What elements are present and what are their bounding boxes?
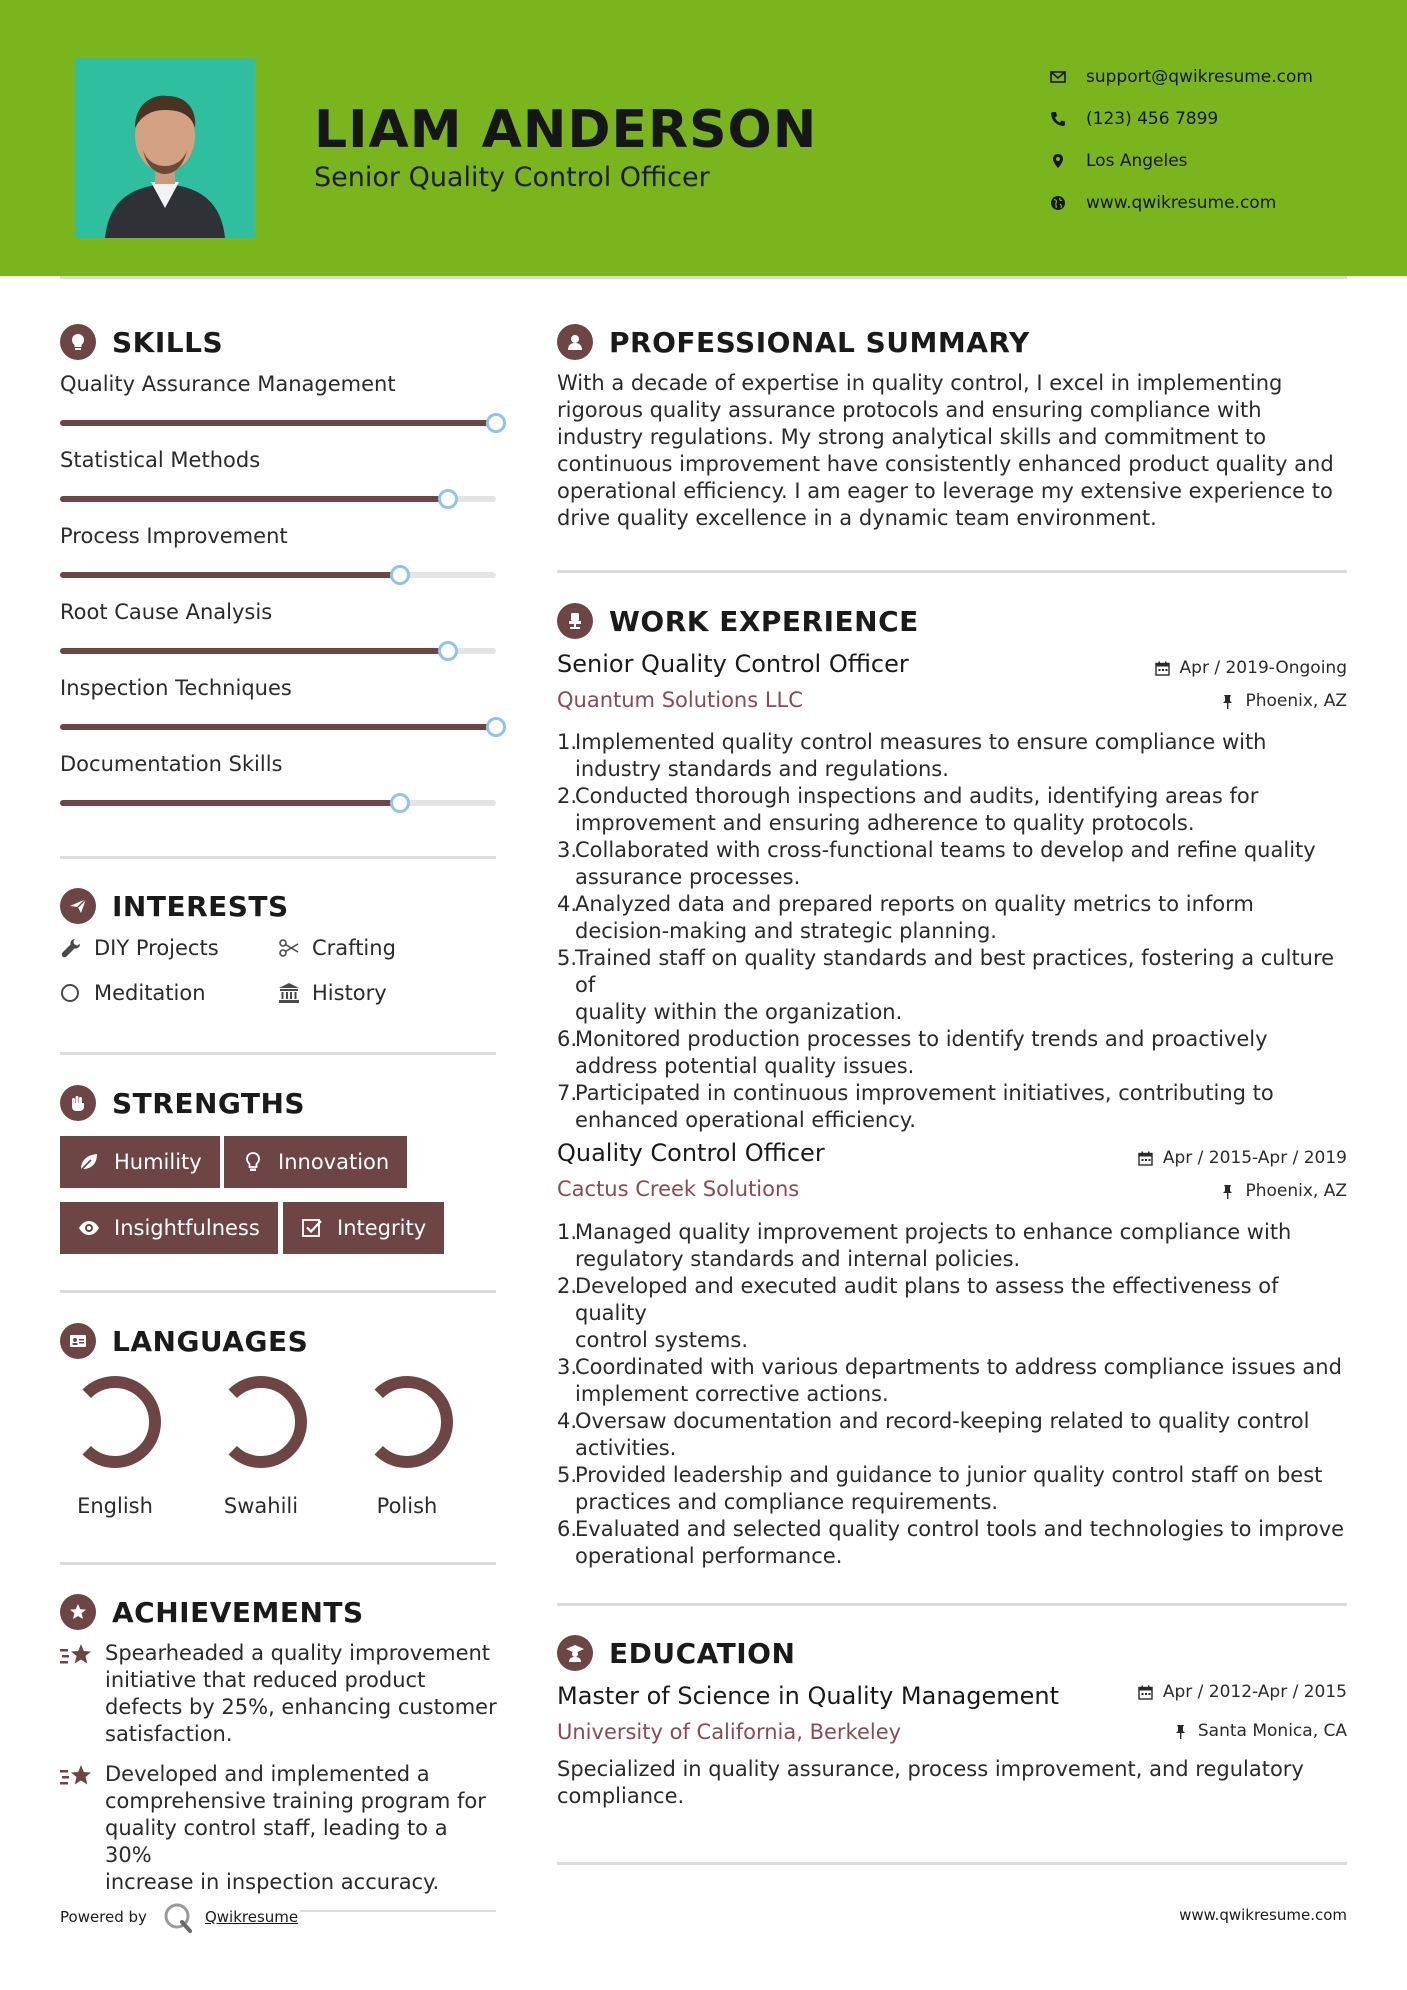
- list-text: Developed and executed audit plans to assess the effectiveness of quality: [575, 1274, 1279, 1325]
- skill-label: Documentation Skills: [60, 752, 283, 776]
- list-text: Provided leadership and guidance to junior quality control staff on best: [575, 1463, 1323, 1487]
- achievement-line: defects by 25%, enhancing customer: [105, 1695, 497, 1719]
- skill-bar-knob: [486, 717, 506, 737]
- list-text: assurance processes.: [575, 865, 801, 889]
- strength-chip: [60, 1136, 220, 1188]
- list-number: 6.: [557, 1027, 578, 1051]
- skill-bar-fill: [60, 496, 448, 502]
- globe-icon: [1050, 195, 1086, 211]
- list-item: [557, 1327, 1347, 1354]
- list-number: [557, 756, 575, 783]
- experience-title: WORK EXPERIENCE: [609, 604, 919, 638]
- list-number: 3.: [557, 838, 578, 862]
- list-item: [557, 1273, 1347, 1327]
- strength-label: Innovation: [278, 1150, 390, 1174]
- skill-bar: [60, 724, 496, 730]
- skill-item: [60, 600, 500, 624]
- pushpin-icon: [1220, 1184, 1235, 1199]
- list-text: quality within the organization.: [575, 1000, 903, 1024]
- skill-bar-knob: [438, 641, 458, 661]
- job-dates-text: Apr / 2019-Ongoing: [1179, 658, 1347, 678]
- list-number: 5.: [557, 946, 578, 970]
- list-number: [557, 918, 575, 945]
- education-title: EDUCATION: [609, 1636, 796, 1670]
- header-divider: [60, 276, 1347, 279]
- scissors-icon: [278, 937, 312, 959]
- job-title: Senior Quality Control Officer: [557, 650, 909, 678]
- achievement-text: [105, 1640, 497, 1748]
- achievement-line: satisfaction.: [105, 1722, 233, 1746]
- list-number: [557, 864, 575, 891]
- list-item: [557, 1435, 1347, 1462]
- language-level-arc: [233, 1382, 301, 1462]
- language-label: Swahili: [223, 1494, 299, 1518]
- profile-photo: [75, 58, 255, 238]
- strength-chip: [60, 1202, 278, 1254]
- skill-item: [60, 752, 500, 776]
- degree-title: Master of Science in Quality Management: [557, 1682, 1060, 1710]
- list-text: Managed quality improvement projects to enhance compliance with: [575, 1220, 1292, 1244]
- list-text: control systems.: [575, 1328, 749, 1352]
- skill-bar-fill: [60, 420, 496, 426]
- list-item: [557, 945, 1347, 999]
- list-text: Participated in continuous improvement initiatives, contributing to: [575, 1081, 1274, 1105]
- job-company: Cactus Creek Solutions: [557, 1177, 800, 1201]
- skills-heading: [60, 324, 223, 360]
- list-item: [557, 891, 1347, 918]
- contact-email[interactable]: [1050, 56, 1313, 98]
- skill-bar-knob: [486, 413, 506, 433]
- list-item: [557, 1219, 1347, 1246]
- skill-bar: [60, 496, 496, 502]
- lightbulb-icon: [60, 324, 96, 360]
- envelope-icon: [1050, 69, 1086, 85]
- list-text: activities.: [575, 1436, 677, 1460]
- skill-bar-knob: [390, 565, 410, 585]
- list-item: [557, 1107, 1347, 1134]
- interest-label: History: [312, 981, 387, 1005]
- map-pin-icon: [1050, 153, 1086, 169]
- summary-heading: [557, 324, 1030, 360]
- contact-phone-text: (123) 456 7899: [1086, 109, 1219, 129]
- lightbulb-icon: [242, 1151, 264, 1173]
- list-number: [557, 1435, 575, 1462]
- list-text: Evaluated and selected quality control tools and technologies to improve: [575, 1517, 1345, 1541]
- job-dates: [1155, 658, 1347, 678]
- interests-title: INTERESTS: [112, 889, 289, 923]
- wrench-icon: [60, 937, 94, 959]
- list-number: [557, 1246, 575, 1273]
- fist-icon: [60, 1085, 96, 1121]
- achievement-line: comprehensive training program for: [105, 1789, 486, 1813]
- strengths-heading: [60, 1085, 305, 1121]
- interest-item: [278, 981, 387, 1005]
- user-icon: [557, 324, 593, 360]
- skill-bar-fill: [60, 724, 496, 730]
- language-level-ring: [357, 1372, 457, 1472]
- list-number: 1.: [557, 730, 578, 754]
- list-text: implement corrective actions.: [575, 1382, 889, 1406]
- list-text: Oversaw documentation and record-keeping related to quality control: [575, 1409, 1310, 1433]
- interest-label: Crafting: [312, 936, 396, 960]
- strength-label: Insightfulness: [114, 1216, 260, 1240]
- list-item: [557, 1354, 1347, 1381]
- list-item: [557, 783, 1347, 810]
- phone-icon: [1050, 111, 1086, 127]
- job-responsibilities: [557, 729, 1347, 1134]
- skill-label: Inspection Techniques: [60, 676, 292, 700]
- education-divider: [557, 1862, 1347, 1865]
- language-label: Polish: [376, 1494, 438, 1518]
- job-location-text: Phoenix, AZ: [1245, 1181, 1347, 1201]
- eye-icon: [78, 1217, 100, 1239]
- education-line: compliance.: [557, 1784, 685, 1808]
- list-text: Trained staff on quality standards and best practices, fostering a culture of: [575, 946, 1335, 997]
- list-number: [557, 1053, 575, 1080]
- list-text: enhanced operational efficiency.: [575, 1108, 916, 1132]
- list-item: [557, 1080, 1347, 1107]
- job-location-text: Phoenix, AZ: [1245, 691, 1347, 711]
- list-item: [557, 1462, 1347, 1489]
- list-number: 6.: [557, 1517, 578, 1541]
- language-item: [196, 1372, 326, 1518]
- skill-label: Statistical Methods: [60, 448, 261, 472]
- footer-website-link[interactable]: www.qwikresume.com: [1179, 1906, 1347, 1924]
- skill-bar-fill: [60, 800, 400, 806]
- achievement-line: increase in inspection accuracy.: [105, 1870, 440, 1894]
- languages-title: LANGUAGES: [112, 1324, 309, 1358]
- language-level-ring: [211, 1372, 311, 1472]
- job-responsibilities: [557, 1219, 1347, 1570]
- education-location-text: Santa Monica, CA: [1197, 1721, 1347, 1741]
- skill-label: Process Improvement: [60, 524, 288, 548]
- pushpin-icon: [1220, 694, 1235, 709]
- job-dates: [1138, 1148, 1347, 1168]
- achievement-line: quality control staff, leading to a 30%: [105, 1816, 448, 1867]
- interest-item: [60, 936, 219, 960]
- list-item: [557, 1026, 1347, 1053]
- list-number: [557, 1489, 575, 1516]
- experience-heading: [557, 603, 919, 639]
- list-number: [557, 1327, 575, 1354]
- list-number: 1.: [557, 1220, 578, 1244]
- achievement-item: [60, 1640, 500, 1748]
- list-item: [557, 1381, 1347, 1408]
- skill-bar-fill: [60, 572, 400, 578]
- summary-line: drive quality excellence in a dynamic team environment.: [557, 506, 1157, 530]
- list-number: 2.: [557, 1274, 578, 1298]
- summary-line: rigorous quality assurance protocols and ensuring compliance with: [557, 398, 1262, 422]
- strength-chip: [283, 1202, 444, 1254]
- list-number: [557, 999, 575, 1026]
- candidate-name: LIAM ANDERSON: [314, 100, 818, 160]
- strength-chip: [224, 1136, 407, 1188]
- list-text: improvement and ensuring adherence to quality protocols.: [575, 811, 1195, 835]
- list-item: [557, 756, 1347, 783]
- school-name: University of California, Berkeley: [557, 1720, 902, 1744]
- contact-location: [1050, 140, 1313, 182]
- list-number: [557, 1107, 575, 1134]
- star-badge-icon: [60, 1594, 96, 1630]
- skill-label: Root Cause Analysis: [60, 600, 273, 624]
- id-card-icon: [60, 1323, 96, 1359]
- footer-rule: [300, 1910, 496, 1912]
- language-level-arc: [379, 1382, 447, 1462]
- strengths-divider: [60, 1290, 496, 1293]
- skill-bar-fill: [60, 648, 448, 654]
- list-item: [557, 1053, 1347, 1080]
- strength-label: Humility: [114, 1150, 202, 1174]
- summary-text: [557, 370, 1347, 532]
- languages-divider: [60, 1562, 496, 1565]
- list-item: [557, 1516, 1347, 1543]
- list-number: [557, 810, 575, 837]
- list-text: operational performance.: [575, 1544, 843, 1568]
- list-item: [557, 999, 1347, 1026]
- achievement-line: initiative that reduced product: [105, 1668, 426, 1692]
- list-text: Analyzed data and prepared reports on quality metrics to inform: [575, 892, 1254, 916]
- contact-phone[interactable]: [1050, 98, 1313, 140]
- education-location: [1173, 1721, 1347, 1741]
- interest-item: [278, 936, 396, 960]
- list-text: Monitored production processes to identify trends and proactively: [575, 1027, 1268, 1051]
- powered-by: [60, 1900, 298, 1934]
- language-item: [50, 1372, 180, 1518]
- star-trail-icon: [60, 1761, 105, 1896]
- list-number: 2.: [557, 784, 578, 808]
- skill-item: [60, 372, 500, 396]
- list-item: [557, 810, 1347, 837]
- achievement-text: [105, 1761, 500, 1896]
- brand-link[interactable]: Qwikresume: [204, 1908, 299, 1926]
- list-item: [557, 864, 1347, 891]
- list-number: 5.: [557, 1463, 578, 1487]
- list-text: address potential quality issues.: [575, 1054, 915, 1078]
- list-number: 7.: [557, 1081, 578, 1105]
- calendar-icon: [1155, 661, 1170, 676]
- skill-bar: [60, 800, 496, 806]
- list-item: [557, 918, 1347, 945]
- skill-bar: [60, 420, 496, 426]
- languages-heading: [60, 1323, 308, 1359]
- qwikresume-logo-icon: [161, 1900, 195, 1934]
- list-item: [557, 1489, 1347, 1516]
- job-title: Quality Control Officer: [557, 1139, 825, 1167]
- calendar-icon: [1138, 1685, 1153, 1700]
- strength-label: Integrity: [337, 1216, 427, 1240]
- skills-title: SKILLS: [112, 325, 224, 359]
- list-number: 4.: [557, 1409, 578, 1433]
- interest-label: DIY Projects: [94, 936, 219, 960]
- experience-divider: [557, 1603, 1347, 1606]
- skill-item: [60, 524, 500, 548]
- summary-line: With a decade of expertise in quality control, I excel in implementing: [557, 371, 1283, 395]
- list-number: [557, 1381, 575, 1408]
- skill-item: [60, 676, 500, 700]
- bank-icon: [278, 982, 312, 1004]
- list-text: Coordinated with various departments to address compliance issues and: [575, 1355, 1342, 1379]
- achievement-item: [60, 1761, 500, 1896]
- contact-website-text: www.qwikresume.com: [1086, 193, 1277, 213]
- circle-icon: [60, 982, 94, 1004]
- list-text: practices and compliance requirements.: [575, 1490, 999, 1514]
- leaf-icon: [78, 1151, 100, 1173]
- list-text: Conducted thorough inspections and audits, identifying areas for: [575, 784, 1259, 808]
- achievements-heading: [60, 1594, 364, 1630]
- achievement-line: Spearheaded a quality improvement: [105, 1641, 491, 1665]
- skill-label: Quality Assurance Management: [60, 372, 396, 396]
- contact-list: [1050, 56, 1313, 224]
- paper-plane-icon: [60, 888, 96, 924]
- contact-website[interactable]: [1050, 182, 1313, 224]
- list-item: [557, 837, 1347, 864]
- education-dates-text: Apr / 2012-Apr / 2015: [1162, 1682, 1347, 1702]
- interests-divider: [60, 1052, 496, 1055]
- list-item: [557, 1408, 1347, 1435]
- list-text: industry standards and regulations.: [575, 757, 949, 781]
- contact-email-text: support@qwikresume.com: [1086, 67, 1313, 87]
- resume-header: [0, 0, 1407, 276]
- education-line: Specialized in quality assurance, process improvement, and regulatory: [557, 1757, 1304, 1781]
- list-item: [557, 1543, 1347, 1570]
- office-chair-icon: [557, 603, 593, 639]
- graduate-icon: [557, 1635, 593, 1671]
- language-level-ring: [65, 1372, 165, 1472]
- achievement-line: Developed and implemented a: [105, 1762, 430, 1786]
- interest-label: Meditation: [94, 981, 206, 1005]
- language-level-arc: [87, 1382, 155, 1462]
- strengths-title: STRENGTHS: [112, 1086, 306, 1120]
- summary-line: operational efficiency. I am eager to leverage my extensive experience to: [557, 479, 1333, 503]
- education-dates: [1138, 1682, 1347, 1702]
- list-text: Implemented quality control measures to ensure compliance with: [575, 730, 1267, 754]
- summary-title: PROFESSIONAL SUMMARY: [609, 325, 1030, 359]
- interest-item: [60, 981, 206, 1005]
- contact-location-text: Los Angeles: [1086, 151, 1188, 171]
- pushpin-icon: [1173, 1724, 1188, 1739]
- summary-line: continuous improvement have consistently enhanced product quality and: [557, 452, 1334, 476]
- education-description: [557, 1756, 1347, 1810]
- job-company: Quantum Solutions LLC: [557, 688, 803, 712]
- language-item: [342, 1372, 472, 1518]
- job-dates-text: Apr / 2015-Apr / 2019: [1162, 1148, 1347, 1168]
- education-heading: [557, 1635, 795, 1671]
- list-text: Collaborated with cross-functional teams to develop and refine quality: [575, 838, 1316, 862]
- star-trail-icon: [60, 1640, 105, 1748]
- job-location: [1220, 691, 1347, 711]
- achievements-title: ACHIEVEMENTS: [112, 1595, 364, 1629]
- candidate-role: Senior Quality Control Officer: [314, 162, 710, 193]
- skills-divider: [60, 856, 496, 859]
- skill-bar: [60, 572, 496, 578]
- list-number: 4.: [557, 892, 578, 916]
- list-text: decision-making and strategic planning.: [575, 919, 997, 943]
- check-square-icon: [301, 1217, 323, 1239]
- list-number: 3.: [557, 1355, 578, 1379]
- interests-heading: [60, 888, 289, 924]
- skill-bar: [60, 648, 496, 654]
- summary-divider: [557, 570, 1347, 573]
- list-number: [557, 1543, 575, 1570]
- skill-bar-knob: [438, 489, 458, 509]
- powered-by-label: Powered by: [60, 1908, 147, 1926]
- person-photo-icon: [75, 58, 255, 238]
- job-location: [1220, 1181, 1347, 1201]
- summary-line: industry regulations. My strong analytical skills and commitment to: [557, 425, 1267, 449]
- skill-item: [60, 448, 500, 472]
- skill-bar-knob: [390, 793, 410, 813]
- calendar-icon: [1138, 1151, 1153, 1166]
- list-text: regulatory standards and internal policies.: [575, 1247, 1021, 1271]
- list-item: [557, 729, 1347, 756]
- list-item: [557, 1246, 1347, 1273]
- language-label: English: [77, 1494, 153, 1518]
